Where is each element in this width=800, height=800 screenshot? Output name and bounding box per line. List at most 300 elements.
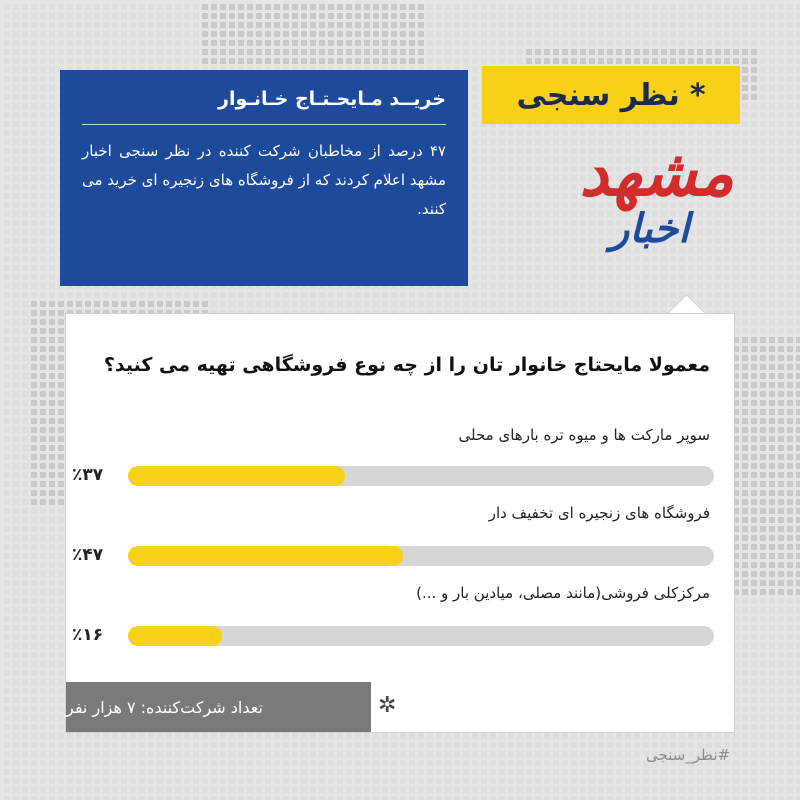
background-dot: [778, 445, 784, 451]
background-dot: [544, 292, 550, 298]
background-dot: [616, 283, 622, 289]
background-dot: [373, 31, 379, 37]
background-dot: [481, 31, 487, 37]
background-dot: [40, 337, 46, 343]
background-dot: [310, 49, 316, 55]
background-dot: [463, 301, 469, 307]
background-dot: [751, 130, 757, 136]
background-dot: [778, 139, 784, 145]
background-dot: [13, 193, 19, 199]
background-dot: [661, 283, 667, 289]
background-dot: [679, 13, 685, 19]
background-dot: [22, 337, 28, 343]
background-dot: [481, 58, 487, 64]
background-dot: [40, 211, 46, 217]
background-dot: [607, 4, 613, 10]
background-dot: [787, 301, 793, 307]
background-dot: [742, 472, 748, 478]
background-dot: [4, 211, 10, 217]
background-dot: [355, 13, 361, 19]
background-dot: [751, 337, 757, 343]
background-dot: [148, 40, 154, 46]
background-dot: [49, 121, 55, 127]
background-dot: [40, 220, 46, 226]
background-dot: [4, 355, 10, 361]
background-dot: [31, 184, 37, 190]
background-dot: [742, 256, 748, 262]
background-dot: [22, 229, 28, 235]
background-dot: [13, 472, 19, 478]
background-dot: [670, 22, 676, 28]
background-dot: [13, 49, 19, 55]
background-dot: [769, 13, 775, 19]
background-dot: [517, 283, 523, 289]
background-dot: [652, 49, 658, 55]
background-dot: [67, 49, 73, 55]
background-dot: [598, 4, 604, 10]
background-dot: [247, 49, 253, 55]
background-dot: [319, 31, 325, 37]
background-dot: [742, 283, 748, 289]
background-dot: [157, 31, 163, 37]
background-dot: [49, 418, 55, 424]
background-dot: [31, 436, 37, 442]
background-dot: [715, 283, 721, 289]
background-dot: [319, 13, 325, 19]
background-dot: [31, 400, 37, 406]
background-dot: [274, 292, 280, 298]
background-dot: [49, 166, 55, 172]
background-dot: [760, 346, 766, 352]
background-dot: [625, 49, 631, 55]
background-dot: [751, 157, 757, 163]
background-dot: [13, 13, 19, 19]
background-dot: [436, 4, 442, 10]
background-dot: [22, 139, 28, 145]
background-dot: [796, 85, 800, 91]
background-dot: [31, 121, 37, 127]
background-dot: [625, 31, 631, 37]
background-dot: [625, 40, 631, 46]
background-dot: [661, 301, 667, 307]
background-dot: [211, 40, 217, 46]
background-dot: [40, 256, 46, 262]
background-dot: [40, 346, 46, 352]
background-dot: [778, 391, 784, 397]
background-dot: [418, 40, 424, 46]
background-dot: [481, 238, 487, 244]
background-dot: [751, 310, 757, 316]
background-dot: [499, 40, 505, 46]
background-dot: [742, 247, 748, 253]
background-dot: [40, 112, 46, 118]
background-dot: [751, 148, 757, 154]
background-dot: [553, 58, 559, 64]
background-dot: [562, 22, 568, 28]
background-dot: [544, 49, 550, 55]
background-dot: [526, 292, 532, 298]
background-dot: [742, 229, 748, 235]
background-dot: [724, 31, 730, 37]
background-dot: [751, 301, 757, 307]
background-dot: [337, 31, 343, 37]
background-dot: [769, 256, 775, 262]
background-dot: [778, 265, 784, 271]
background-dot: [31, 364, 37, 370]
background-dot: [58, 31, 64, 37]
background-dot: [445, 301, 451, 307]
background-dot: [580, 22, 586, 28]
background-dot: [13, 454, 19, 460]
background-dot: [337, 40, 343, 46]
background-dot: [769, 229, 775, 235]
background-dot: [751, 382, 757, 388]
background-dot: [49, 481, 55, 487]
background-dot: [598, 31, 604, 37]
background-dot: [769, 301, 775, 307]
background-dot: [238, 301, 244, 307]
background-dot: [13, 409, 19, 415]
background-dot: [796, 202, 800, 208]
background-dot: [13, 256, 19, 262]
background-dot: [778, 436, 784, 442]
background-dot: [742, 67, 748, 73]
background-dot: [769, 364, 775, 370]
background-dot: [256, 31, 262, 37]
background-dot: [742, 490, 748, 496]
background-dot: [4, 454, 10, 460]
background-dot: [238, 31, 244, 37]
background-dot: [652, 301, 658, 307]
background-dot: [166, 31, 172, 37]
background-dot: [760, 94, 766, 100]
background-dot: [796, 472, 800, 478]
background-dot: [31, 391, 37, 397]
background-dot: [634, 4, 640, 10]
background-dot: [13, 247, 19, 253]
background-dot: [634, 301, 640, 307]
background-dot: [49, 22, 55, 28]
background-dot: [796, 490, 800, 496]
background-dot: [463, 292, 469, 298]
background-dot: [580, 49, 586, 55]
background-dot: [31, 220, 37, 226]
background-dot: [760, 76, 766, 82]
background-dot: [121, 49, 127, 55]
background-dot: [346, 31, 352, 37]
background-dot: [58, 373, 64, 379]
background-dot: [787, 85, 793, 91]
background-dot: [121, 40, 127, 46]
background-dot: [427, 40, 433, 46]
background-dot: [13, 463, 19, 469]
background-dot: [229, 31, 235, 37]
background-dot: [751, 49, 757, 55]
background-dot: [58, 310, 64, 316]
background-dot: [13, 139, 19, 145]
background-dot: [742, 409, 748, 415]
background-dot: [274, 13, 280, 19]
background-dot: [184, 22, 190, 28]
background-dot: [454, 13, 460, 19]
background-dot: [22, 418, 28, 424]
background-dot: [49, 94, 55, 100]
background-dot: [31, 49, 37, 55]
background-dot: [427, 58, 433, 64]
background-dot: [364, 22, 370, 28]
background-dot: [328, 292, 334, 298]
background-dot: [4, 256, 10, 262]
background-dot: [472, 166, 478, 172]
background-dot: [481, 157, 487, 163]
background-dot: [715, 301, 721, 307]
background-dot: [742, 130, 748, 136]
background-dot: [310, 40, 316, 46]
background-dot: [40, 490, 46, 496]
background-dot: [355, 58, 361, 64]
background-dot: [22, 490, 28, 496]
background-dot: [22, 121, 28, 127]
background-dot: [769, 355, 775, 361]
background-dot: [679, 49, 685, 55]
background-dot: [571, 22, 577, 28]
background-dot: [535, 49, 541, 55]
background-dot: [94, 31, 100, 37]
background-dot: [4, 400, 10, 406]
background-dot: [4, 31, 10, 37]
background-dot: [274, 31, 280, 37]
background-dot: [31, 229, 37, 235]
background-dot: [310, 31, 316, 37]
background-dot: [22, 508, 28, 514]
background-dot: [391, 301, 397, 307]
background-dot: [49, 139, 55, 145]
background-dot: [670, 49, 676, 55]
background-dot: [292, 58, 298, 64]
background-dot: [22, 355, 28, 361]
background-dot: [301, 292, 307, 298]
background-dot: [760, 220, 766, 226]
background-dot: [130, 4, 136, 10]
background-dot: [544, 13, 550, 19]
background-dot: [778, 166, 784, 172]
background-dot: [148, 292, 154, 298]
background-dot: [427, 4, 433, 10]
background-dot: [742, 274, 748, 280]
background-dot: [58, 301, 64, 307]
background-dot: [769, 292, 775, 298]
background-dot: [706, 31, 712, 37]
background-dot: [688, 31, 694, 37]
background-dot: [733, 49, 739, 55]
background-dot: [607, 301, 613, 307]
background-dot: [31, 193, 37, 199]
background-dot: [265, 40, 271, 46]
background-dot: [796, 139, 800, 145]
background-dot: [211, 58, 217, 64]
background-dot: [634, 13, 640, 19]
background-dot: [742, 427, 748, 433]
background-dot: [22, 211, 28, 217]
background-dot: [13, 490, 19, 496]
background-dot: [85, 292, 91, 298]
background-dot: [787, 67, 793, 73]
background-dot: [31, 31, 37, 37]
background-dot: [22, 301, 28, 307]
background-dot: [778, 112, 784, 118]
background-dot: [643, 4, 649, 10]
background-dot: [454, 22, 460, 28]
background-dot: [742, 202, 748, 208]
background-dot: [220, 58, 226, 64]
background-dot: [553, 283, 559, 289]
background-dot: [112, 301, 118, 307]
background-dot: [679, 40, 685, 46]
background-dot: [58, 40, 64, 46]
background-dot: [373, 40, 379, 46]
background-dot: [526, 283, 532, 289]
background-dot: [22, 4, 28, 10]
background-dot: [229, 4, 235, 10]
background-dot: [760, 301, 766, 307]
background-dot: [688, 40, 694, 46]
background-dot: [778, 40, 784, 46]
background-dot: [751, 193, 757, 199]
background-dot: [796, 247, 800, 253]
background-dot: [22, 130, 28, 136]
background-dot: [778, 94, 784, 100]
background-dot: [346, 292, 352, 298]
background-dot: [634, 49, 640, 55]
background-dot: [760, 265, 766, 271]
background-dot: [139, 292, 145, 298]
background-dot: [58, 472, 64, 478]
background-dot: [148, 31, 154, 37]
background-dot: [40, 499, 46, 505]
background-dot: [769, 454, 775, 460]
background-dot: [787, 103, 793, 109]
background-dot: [58, 292, 64, 298]
background-dot: [328, 301, 334, 307]
background-dot: [562, 283, 568, 289]
background-dot: [229, 58, 235, 64]
background-dot: [58, 355, 64, 361]
background-dot: [553, 292, 559, 298]
background-dot: [409, 40, 415, 46]
background-dot: [13, 292, 19, 298]
background-dot: [733, 4, 739, 10]
background-dot: [751, 139, 757, 145]
background-dot: [4, 139, 10, 145]
background-dot: [751, 481, 757, 487]
background-dot: [769, 490, 775, 496]
background-dot: [796, 193, 800, 199]
background-dot: [238, 13, 244, 19]
background-dot: [31, 148, 37, 154]
background-dot: [76, 31, 82, 37]
background-dot: [418, 292, 424, 298]
background-dot: [418, 22, 424, 28]
background-dot: [31, 382, 37, 388]
background-dot: [742, 463, 748, 469]
background-dot: [742, 193, 748, 199]
background-dot: [175, 58, 181, 64]
background-dot: [139, 301, 145, 307]
background-dot: [607, 58, 613, 64]
background-dot: [760, 121, 766, 127]
background-dot: [337, 49, 343, 55]
background-dot: [13, 148, 19, 154]
background-dot: [220, 22, 226, 28]
background-dot: [31, 139, 37, 145]
background-dot: [472, 49, 478, 55]
background-dot: [733, 31, 739, 37]
background-dot: [22, 256, 28, 262]
background-dot: [4, 94, 10, 100]
background-dot: [283, 31, 289, 37]
background-dot: [517, 13, 523, 19]
background-dot: [40, 319, 46, 325]
background-dot: [652, 40, 658, 46]
background-dot: [778, 175, 784, 181]
background-dot: [571, 4, 577, 10]
background-dot: [58, 4, 64, 10]
background-dot: [436, 13, 442, 19]
background-dot: [256, 58, 262, 64]
background-dot: [625, 13, 631, 19]
background-dot: [13, 4, 19, 10]
background-dot: [679, 4, 685, 10]
background-dot: [796, 184, 800, 190]
background-dot: [193, 13, 199, 19]
background-dot: [31, 166, 37, 172]
background-dot: [31, 85, 37, 91]
background-dot: [310, 301, 316, 307]
background-dot: [40, 157, 46, 163]
background-dot: [796, 292, 800, 298]
background-dot: [22, 85, 28, 91]
background-dot: [103, 49, 109, 55]
background-dot: [157, 58, 163, 64]
background-dot: [301, 40, 307, 46]
background-dot: [400, 301, 406, 307]
background-dot: [787, 247, 793, 253]
background-dot: [760, 31, 766, 37]
background-dot: [562, 292, 568, 298]
background-dot: [472, 94, 478, 100]
background-dot: [22, 31, 28, 37]
background-dot: [247, 4, 253, 10]
background-dot: [454, 40, 460, 46]
background-dot: [283, 49, 289, 55]
background-dot: [4, 445, 10, 451]
background-dot: [706, 283, 712, 289]
background-dot: [742, 58, 748, 64]
background-dot: [751, 76, 757, 82]
background-dot: [787, 148, 793, 154]
background-dot: [112, 13, 118, 19]
background-dot: [769, 121, 775, 127]
background-dot: [787, 409, 793, 415]
background-dot: [652, 58, 658, 64]
background-dot: [22, 247, 28, 253]
background-dot: [148, 22, 154, 28]
background-dot: [148, 49, 154, 55]
background-dot: [13, 265, 19, 271]
background-dot: [688, 49, 694, 55]
background-dot: [760, 4, 766, 10]
background-dot: [652, 22, 658, 28]
